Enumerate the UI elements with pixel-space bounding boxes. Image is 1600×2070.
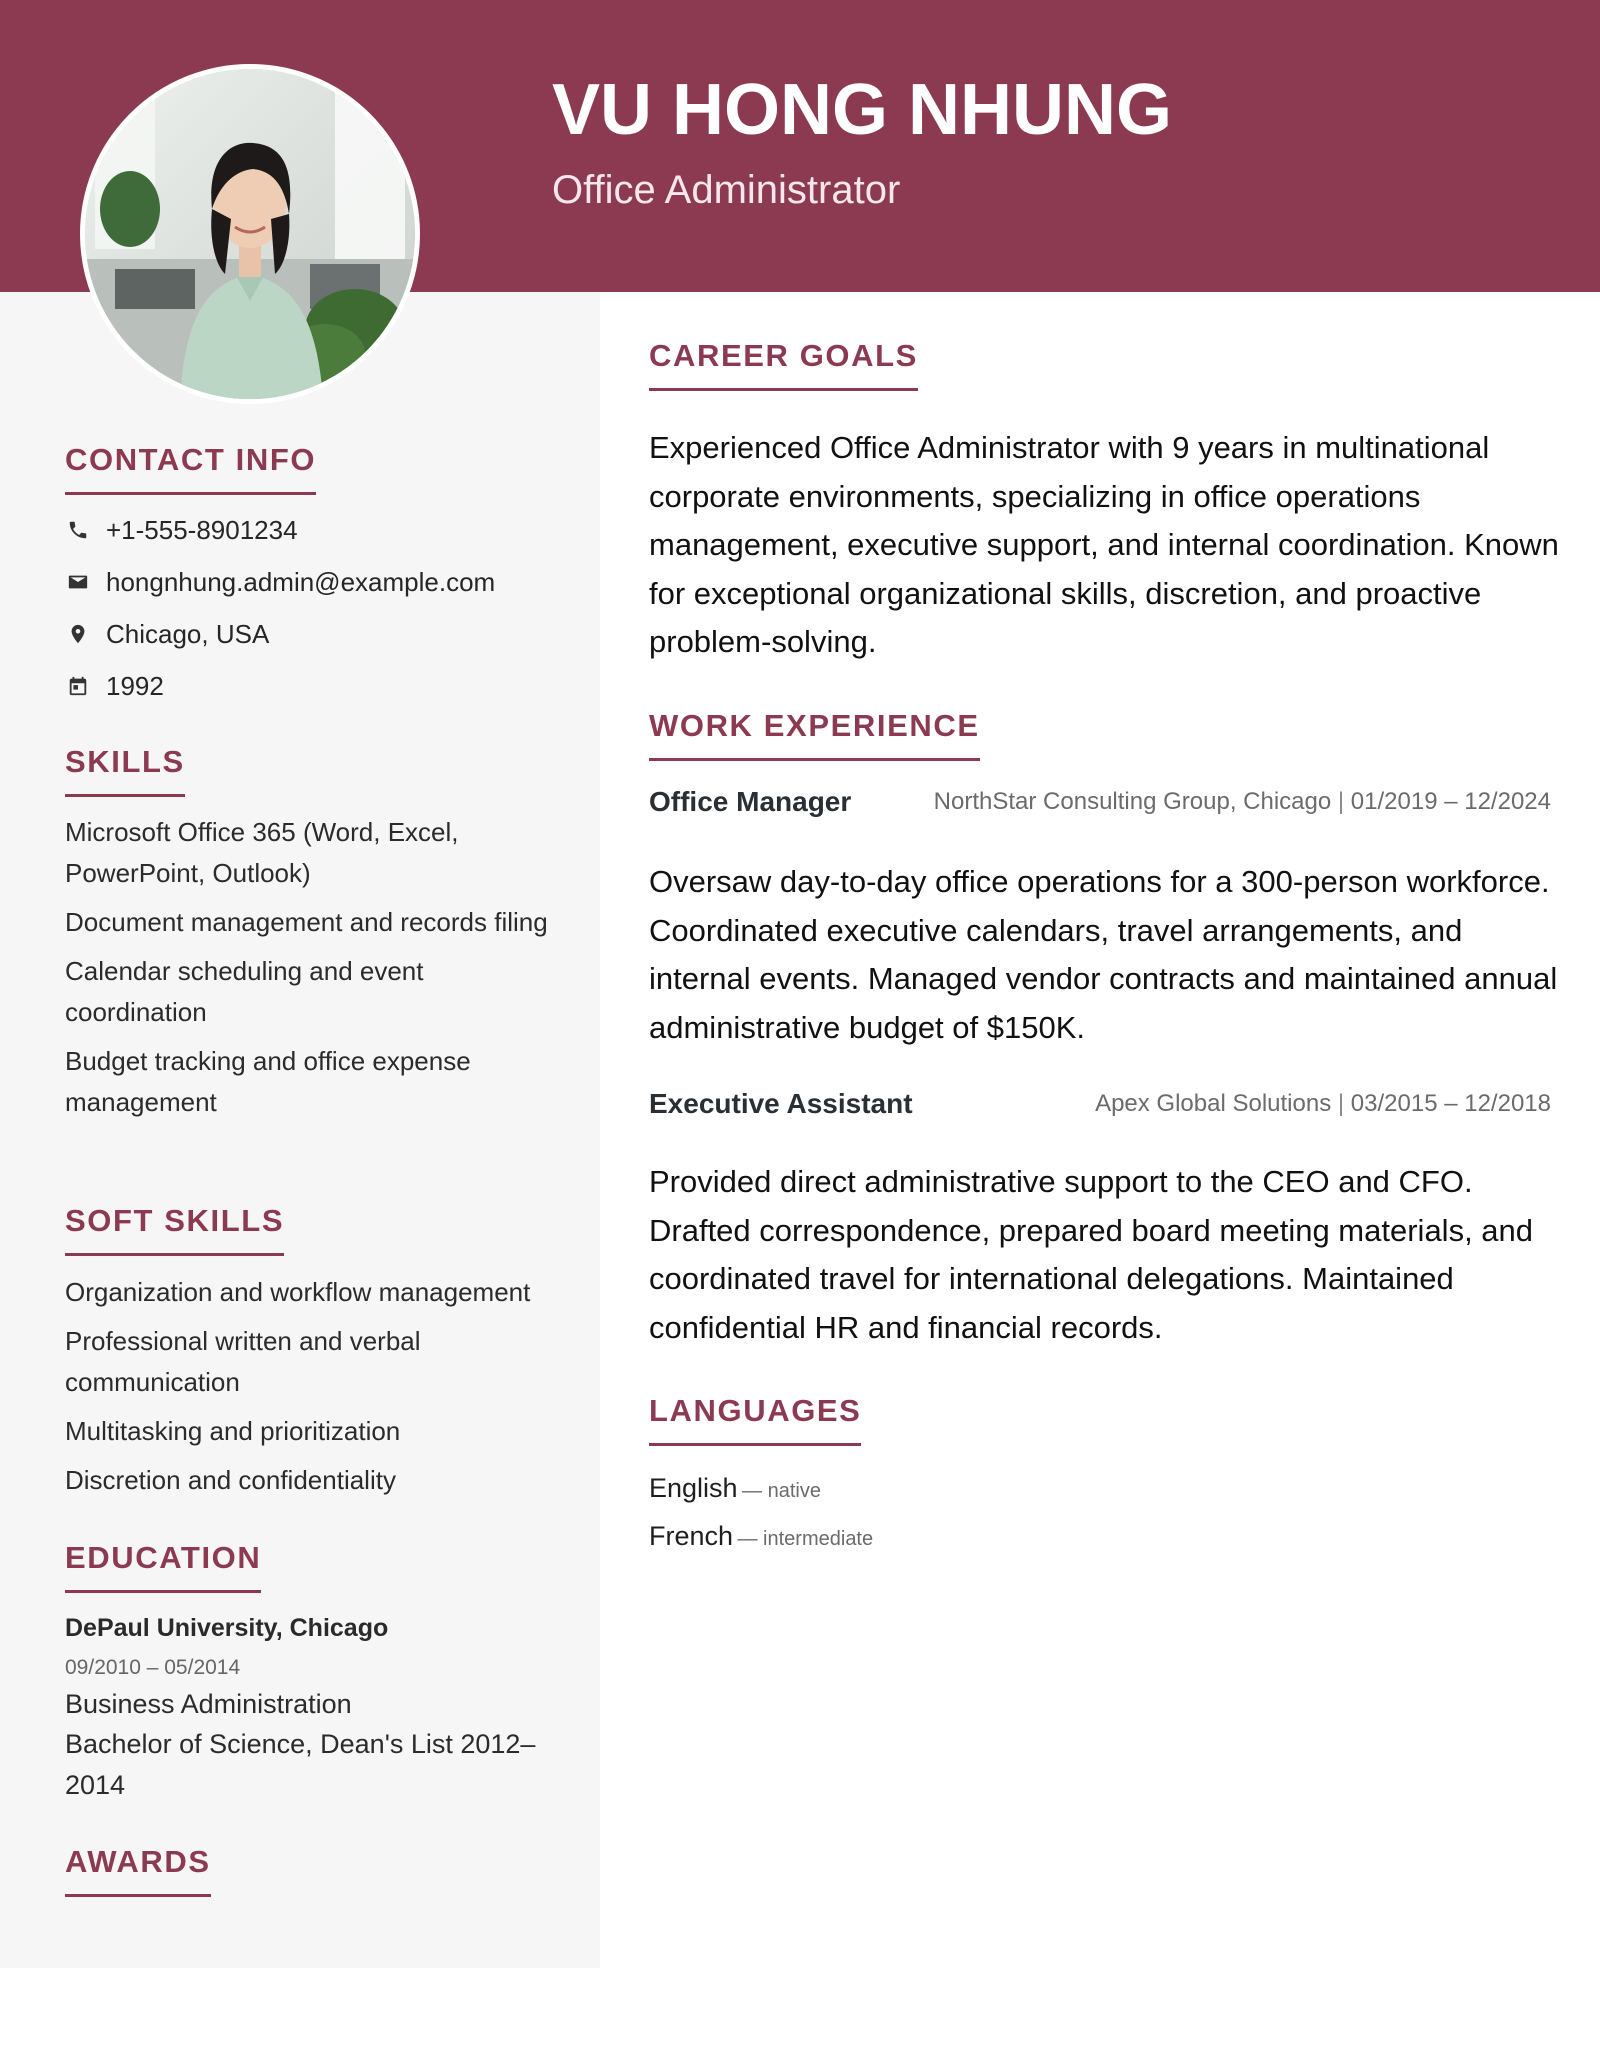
- job-meta: [934, 788, 1551, 816]
- skills-list: [65, 812, 565, 1131]
- meta-separator: |: [1337, 1090, 1345, 1117]
- calendar-icon: [65, 673, 91, 699]
- location-pin-icon: [65, 621, 91, 647]
- job-dates: 03/2015 – 12/2018: [1350, 1090, 1551, 1117]
- job-meta: [1095, 1090, 1551, 1118]
- job-role: Executive Assistant: [649, 1088, 913, 1119]
- job-title: Office Administrator: [552, 168, 901, 212]
- soft-skill-item: Organization and workflow management: [65, 1277, 531, 1307]
- phone-icon: [65, 517, 91, 543]
- job-role: Office Manager: [649, 786, 852, 817]
- soft-skill-item: Multitasking and prioritization: [65, 1416, 401, 1446]
- profile-photo-illustration: [85, 69, 415, 399]
- career-goals-heading: CAREER GOALS: [649, 336, 918, 391]
- language-level: — intermediate: [737, 1528, 874, 1550]
- phone-number: +1-555-8901234: [106, 514, 298, 545]
- skills-heading: SKILLS: [65, 742, 185, 797]
- email-icon: [65, 569, 91, 595]
- job-header: [649, 1084, 1551, 1124]
- contact-email: [65, 564, 495, 600]
- job-description: Provided direct administrative support to the CEO and CFO. Drafted correspondence, prepared board meeting materials, and coordinated travel for international delegations. Maintained confidential HR and financial records.: [649, 1164, 1534, 1345]
- soft-skill-item: Professional written and verbal communication: [65, 1326, 421, 1397]
- job-dates: 01/2019 – 12/2024: [1350, 788, 1551, 815]
- work-experience-heading: WORK EXPERIENCE: [649, 706, 980, 761]
- soft-skills-list: [65, 1272, 565, 1509]
- profile-photo: [80, 64, 420, 404]
- skill-item: Budget tracking and office expense management: [65, 1046, 471, 1117]
- job-company: Apex Global Solutions: [1095, 1090, 1332, 1117]
- skill-item: Microsoft Office 365 (Word, Excel, PowerPoint, Outlook): [65, 817, 459, 888]
- education-dates: 09/2010 – 05/2014: [65, 1656, 241, 1679]
- email-address: hongnhung.admin@example.com: [106, 566, 496, 597]
- job-company: NorthStar Consulting Group, Chicago: [933, 788, 1332, 815]
- contact-location: [65, 616, 269, 652]
- birth-year: 1992: [106, 670, 164, 701]
- education-major: Business Administration: [65, 1689, 352, 1719]
- education-school: DePaul University, Chicago: [65, 1614, 389, 1642]
- contact-info-heading: CONTACT INFO: [65, 440, 316, 495]
- job-description: Oversaw day-to-day office operations for a 300-person workforce. Coordinated executive calendars, travel arrangements, and internal events. Managed vendor contracts and maintained annual administrative budget of $150K.: [649, 864, 1558, 1045]
- soft-skills-heading: SOFT SKILLS: [65, 1201, 284, 1256]
- contact-birth-year: [65, 668, 164, 704]
- career-goals-text: Experienced Office Administrator with 9 years in multinational corporate environments, specializing in office operations management, executive support, and internal coordination. Known for exceptional organizational skills, discretion, and proactive problem-solving.: [649, 430, 1559, 659]
- skill-item: Document management and records filing: [65, 907, 548, 937]
- language-item: [649, 1518, 873, 1559]
- language-name: English: [649, 1473, 738, 1503]
- contact-phone: [65, 512, 298, 548]
- language-name: French: [649, 1521, 734, 1551]
- language-item: [649, 1470, 821, 1511]
- language-level: — native: [742, 1480, 821, 1502]
- location-text: Chicago, USA: [106, 618, 270, 649]
- education-degree: Bachelor of Science, Dean's List 2012–2014: [65, 1729, 536, 1800]
- skill-item: Calendar scheduling and event coordination: [65, 956, 424, 1027]
- meta-separator: |: [1337, 788, 1345, 815]
- education-heading: EDUCATION: [65, 1538, 261, 1593]
- awards-heading: AWARDS: [65, 1842, 211, 1897]
- soft-skill-item: Discretion and confidentiality: [65, 1465, 396, 1495]
- candidate-name: VU HONG NHUNG: [552, 70, 1173, 150]
- languages-heading: LANGUAGES: [649, 1391, 861, 1446]
- job-header: [649, 782, 1551, 822]
